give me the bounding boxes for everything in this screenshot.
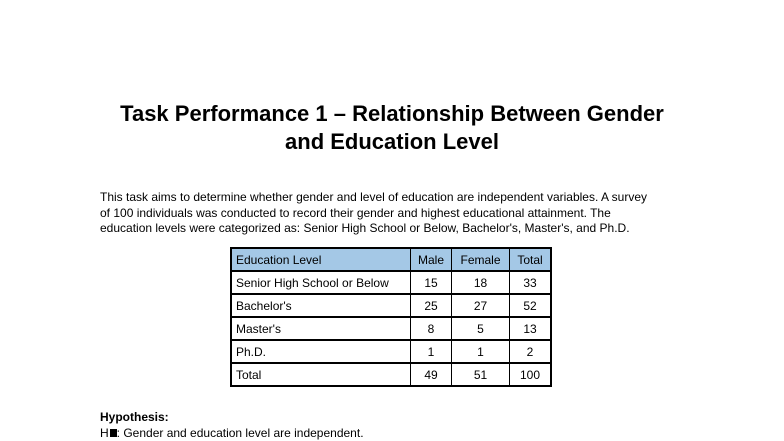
cell-total: 52 <box>510 294 552 317</box>
cell-female: 1 <box>452 340 510 363</box>
page-title <box>40 100 744 156</box>
cell-male: 25 <box>411 294 452 317</box>
header-male: Male <box>411 248 452 271</box>
header-female: Female <box>452 248 510 271</box>
cell-female: 5 <box>452 317 510 340</box>
cell-total: 100 <box>510 363 552 386</box>
intro-paragraph <box>100 190 700 237</box>
row-label: Total <box>231 363 411 386</box>
table-header-row <box>231 248 551 271</box>
header-education-level: Education Level <box>231 248 411 271</box>
table-row <box>231 294 551 317</box>
row-label: Bachelor's <box>231 294 411 317</box>
hypothesis-heading: Hypothesis: <box>100 410 169 424</box>
cell-total: 13 <box>510 317 552 340</box>
cell-total: 2 <box>510 340 552 363</box>
table-row <box>231 271 551 294</box>
cell-male: 1 <box>411 340 452 363</box>
intro-line-3: education levels were categorized as: Senior High School or Below, Bachelor's, Master's, and Ph.D. <box>100 221 630 235</box>
cell-male: 8 <box>411 317 452 340</box>
education-table <box>230 247 552 387</box>
cell-female: 18 <box>452 271 510 294</box>
h0-prefix: H <box>100 426 109 440</box>
row-label: Master's <box>231 317 411 340</box>
table-total-row <box>231 363 551 386</box>
subscript-glyph-icon <box>110 429 117 437</box>
intro-line-1: This task aims to determine whether gender and level of education are independent variables. A survey <box>100 190 647 204</box>
cell-female: 51 <box>452 363 510 386</box>
table-row <box>231 317 551 340</box>
cell-male: 49 <box>411 363 452 386</box>
intro-line-2: of 100 individuals was conducted to record their gender and highest educational attainment. The <box>100 205 611 220</box>
cell-female: 27 <box>452 294 510 317</box>
table-row <box>231 340 551 363</box>
header-total: Total <box>510 248 552 271</box>
h0-text: : Gender and education level are independent. <box>116 426 364 440</box>
cell-total: 33 <box>510 271 552 294</box>
cell-male: 15 <box>411 271 452 294</box>
row-label: Senior High School or Below <box>231 271 411 294</box>
row-label: Ph.D. <box>231 340 411 363</box>
null-hypothesis <box>100 426 364 440</box>
title-line-2: and Education Level <box>285 129 499 154</box>
title-line-1: Task Performance 1 – Relationship Between Gender <box>120 101 664 126</box>
